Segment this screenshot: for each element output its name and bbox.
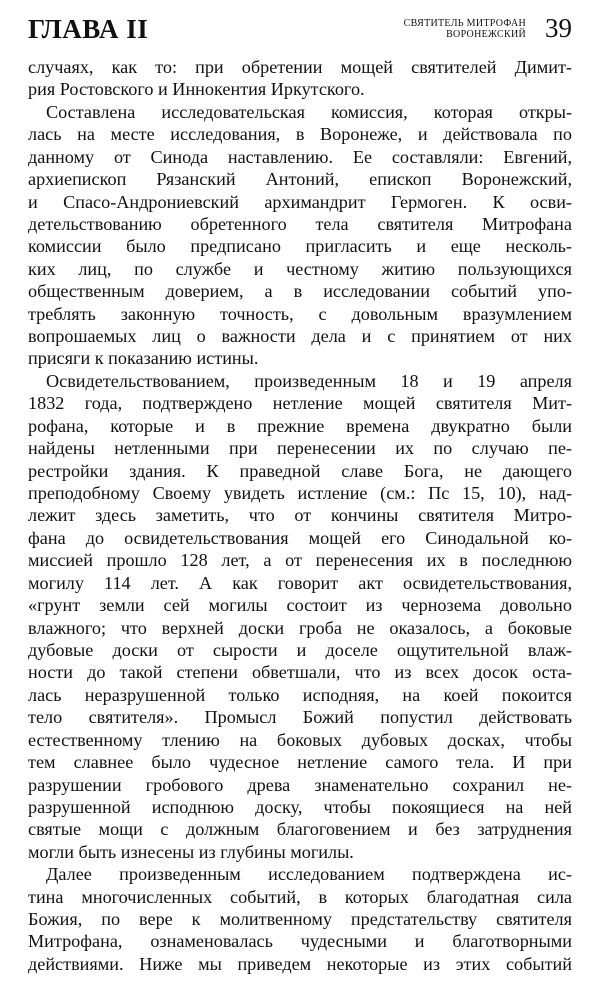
running-title-line-1: СВЯТИТЕЛЬ МИТРОФАН <box>403 18 526 29</box>
text-line: тело святителя». Промысл Божий попустил действовать <box>28 707 572 728</box>
text-line: тина многочисленных событий, в которых благодатная сила <box>28 886 572 907</box>
text-line: Составлена исследовательская комиссия, которая откры- <box>46 101 572 122</box>
text-line: могилу 114 лет. А как говорит акт освидетельствования, <box>28 572 572 593</box>
text-line: разрушении гробового древа знаменательно сохранил не- <box>28 774 572 795</box>
page-header <box>28 10 572 50</box>
text-line: рестройки здания. К праведной славе Бога, не дающего <box>28 460 572 481</box>
text-line: естественному тлению на боковых дубовых досках, чтобы <box>28 729 572 750</box>
text-line: данному от Синода наставлению. Ее составляли: Евгений, <box>28 146 572 167</box>
text-line: комиссии было предписано пригласить и еще несколь- <box>28 236 572 257</box>
text-line: лась неразрушенной только исподняя, на коей покоится <box>28 684 572 705</box>
text-line: Божия, по вере к молитвенному предстательству святителя <box>28 909 572 930</box>
text-line: лась на месте исследования, в Воронеже, и действовала по <box>28 124 572 145</box>
chapter-title: ГЛАВА II <box>28 14 149 44</box>
text-line: разрушенной исподнюю доску, чтобы покоящиеся на ней <box>28 796 572 817</box>
text-line: архиепископ Рязанский Антоний, епископ Воронежский, <box>28 169 572 190</box>
text-line: найдены нетленными при перенесении их по случаю пе- <box>28 438 572 459</box>
text-line: преподобному Своему увидеть истление (см.: Пс 15, 10), над- <box>28 483 572 504</box>
text-line: присяги к показанию истины. <box>28 348 259 369</box>
text-line: влажного; что верхней доски гроба не оказалось, а боковые <box>28 617 572 638</box>
text-line: фана до освидетельствования мощей его Синодальной ко- <box>28 527 572 548</box>
text-line: «грунт земли сей могилы состоит из чернозема довольно <box>28 595 572 616</box>
text-line: и Спасо-Андрониевский архимандрит Гермоген. К осви- <box>28 191 572 212</box>
text-line: Освидетельствованием, произведенным 18 и 19 апреля <box>46 370 572 391</box>
text-line: вопрошаемых лиц о важности дела и с принятием от них <box>28 326 572 347</box>
running-title <box>404 18 526 40</box>
text-line: Далее произведенным исследованием подтверждена ис- <box>46 864 572 885</box>
text-line: рофана, которые и в прежние времена двукратно были <box>28 415 572 436</box>
text-line: 1832 года, подтверждено нетление мощей святителя Мит- <box>28 393 572 414</box>
text-line: святые мощи с должным благоговением и без затруднения <box>28 819 572 840</box>
page-number: 39 <box>545 13 572 43</box>
text-line: действиями. Ниже мы приведем некоторые из этих событий <box>28 953 572 974</box>
text-line: детельствованию обретенного тела святителя Митрофана <box>28 213 572 234</box>
text-line: треблять законную точность, с довольным вразумлением <box>28 303 572 324</box>
body-text <box>28 56 572 975</box>
text-line: ности до такой степени обветшали, что из всех досок оста- <box>28 662 572 683</box>
text-line: дубовые доски от сырости и доселе ощутительной влаж- <box>28 639 572 660</box>
text-line: тем славнее было чудесное нетление самого тела. И при <box>28 752 572 773</box>
text-line: ких лиц, по службе и честному житию пользующихся <box>28 258 572 279</box>
text-line: случаях, как то: при обретении мощей святителей Димит- <box>28 57 572 77</box>
text-line: Митрофана, ознаменовалась чудесными и благотворными <box>28 931 572 952</box>
text-line: общественным доверием, а в исследовании событий упо- <box>28 281 572 302</box>
text-line: лежит здесь заметить, что от кончины святителя Митро- <box>28 505 572 526</box>
text-line: могли быть изнесены из глубины могилы. <box>28 841 354 862</box>
text-line: миссией прошло 128 лет, а от перенесения их в последнюю <box>28 550 572 571</box>
running-title-line-2: ВОРОНЕЖСКИЙ <box>446 29 526 40</box>
text-line: рия Ростовского и Иннокентия Иркутского. <box>28 79 365 100</box>
